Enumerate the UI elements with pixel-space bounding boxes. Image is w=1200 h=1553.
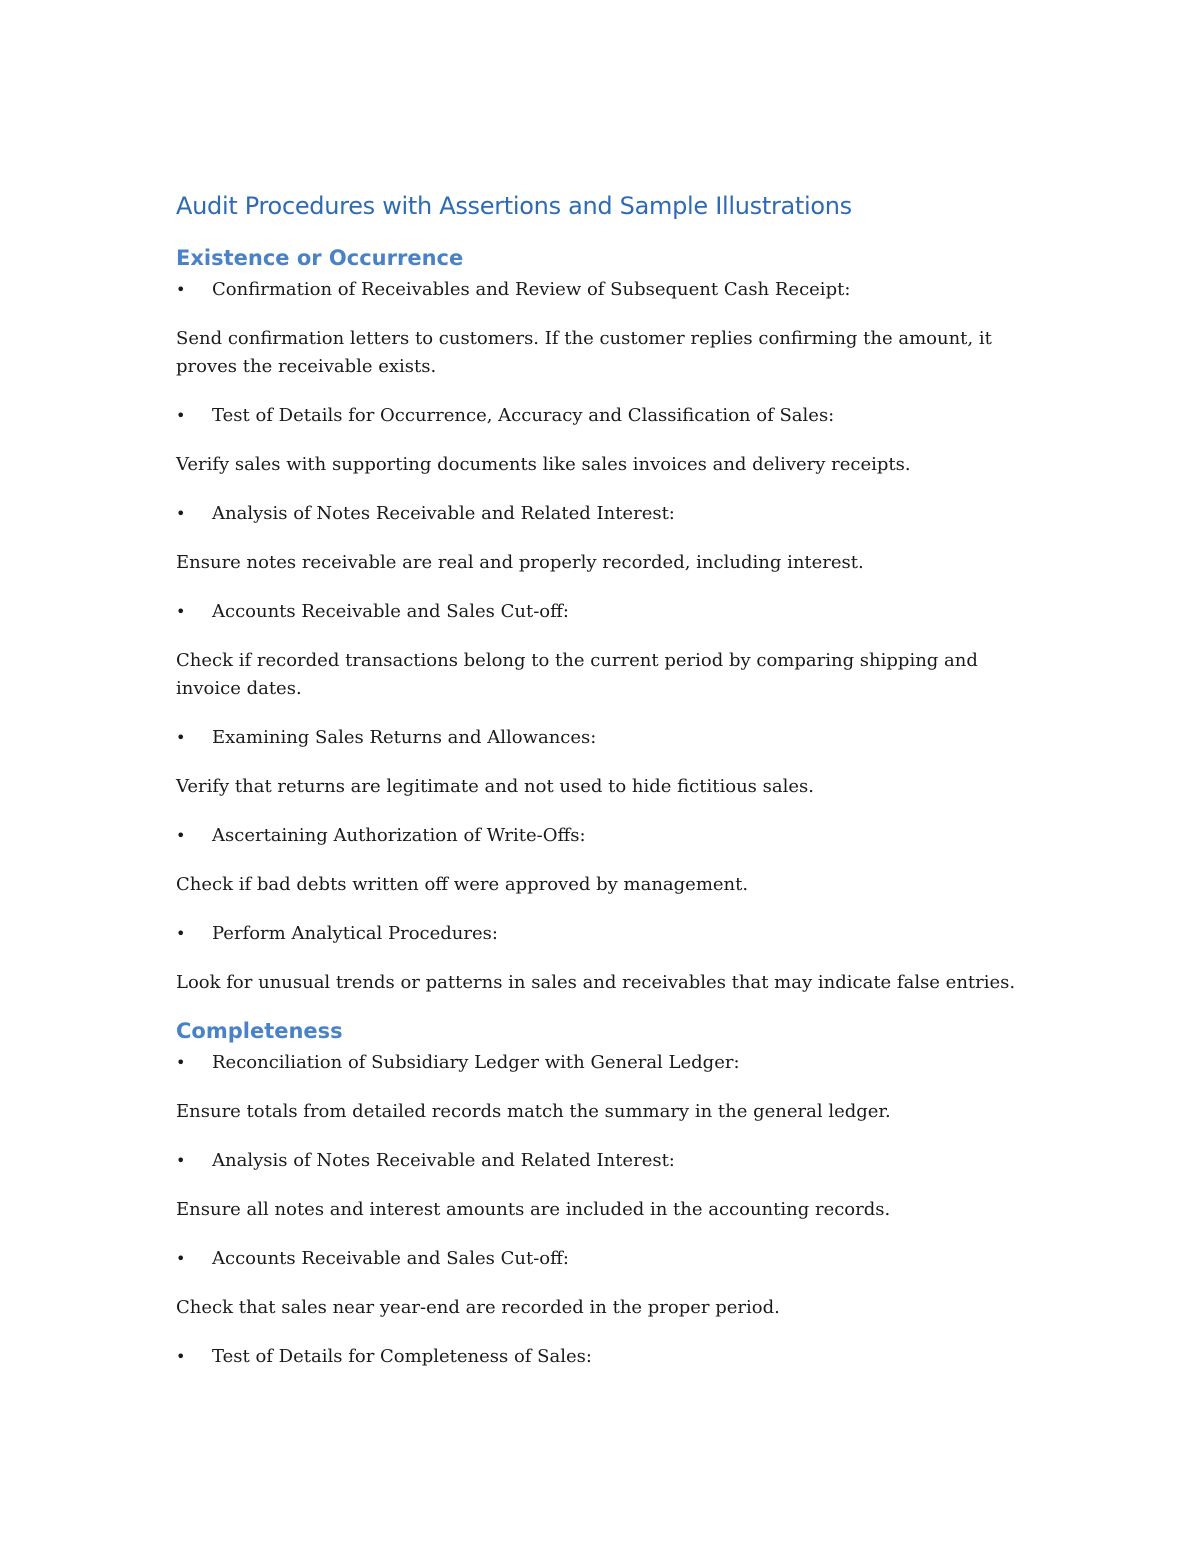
list-item [176, 276, 1036, 304]
list-item-title: Analysis of Notes Receivable and Related Interest: [212, 1150, 675, 1171]
bullet-icon: • [176, 280, 186, 299]
paragraph: Verify sales with supporting documents like sales invoices and delivery receipts. [176, 454, 911, 475]
bullet-icon: • [176, 728, 186, 747]
list-item-title: Reconciliation of Subsidiary Ledger with General Ledger: [212, 1052, 740, 1073]
list-item [176, 1049, 1036, 1077]
paragraph: Ensure notes receivable are real and properly recorded, including interest. [176, 552, 864, 573]
bullet-icon: • [176, 1151, 186, 1170]
bullet-icon: • [176, 602, 186, 621]
list-item [176, 920, 1036, 948]
bullet-icon: • [176, 924, 186, 943]
bullet-icon: • [176, 1053, 186, 1072]
paragraph: Look for unusual trends or patterns in sales and receivables that may indicate false entries. [176, 972, 1016, 993]
list-item-title: Accounts Receivable and Sales Cut-off: [212, 1248, 569, 1269]
list-item-title: Test of Details for Completeness of Sales: [212, 1346, 592, 1367]
paragraph: Check if bad debts written off were approved by management. [176, 874, 749, 895]
document-page [176, 188, 1036, 1371]
list-item-title: Perform Analytical Procedures: [212, 923, 498, 944]
list-item [176, 402, 1036, 430]
list-item-title: Analysis of Notes Receivable and Related Interest: [212, 503, 675, 524]
bullet-icon: • [176, 504, 186, 523]
bullet-icon: • [176, 406, 186, 425]
list-item-title: Accounts Receivable and Sales Cut-off: [212, 601, 569, 622]
list-item [176, 1343, 1036, 1371]
section-heading-existence: Existence or Occurrence [176, 246, 464, 270]
paragraph: Check that sales near year-end are recorded in the proper period. [176, 1297, 780, 1318]
list-item-title: Test of Details for Occurrence, Accuracy and Classification of Sales: [212, 405, 835, 426]
paragraph: Ensure totals from detailed records match the summary in the general ledger. [176, 1101, 891, 1122]
list-item [176, 1245, 1036, 1273]
list-item-title: Examining Sales Returns and Allowances: [212, 727, 597, 748]
list-item [176, 822, 1036, 850]
list-item-title: Confirmation of Receivables and Review of Subsequent Cash Receipt: [212, 279, 851, 300]
paragraph: Verify that returns are legitimate and not used to hide fictitious sales. [176, 776, 814, 797]
list-item-title: Ascertaining Authorization of Write-Offs: [212, 825, 586, 846]
list-item [176, 724, 1036, 752]
list-item [176, 598, 1036, 626]
list-item [176, 500, 1036, 528]
document-title: Audit Procedures with Assertions and Sample Illustrations [176, 192, 852, 220]
paragraph: Send confirmation letters to customers. If the customer replies confirming the amount, it proves the receivable exists. [176, 328, 992, 377]
paragraph: Ensure all notes and interest amounts are included in the accounting records. [176, 1199, 891, 1220]
paragraph: Check if recorded transactions belong to the current period by comparing shipping and invoice dates. [176, 650, 978, 699]
bullet-icon: • [176, 1249, 186, 1268]
section-heading-completeness: Completeness [176, 1019, 343, 1043]
bullet-icon: • [176, 1347, 186, 1366]
list-item [176, 1147, 1036, 1175]
bullet-icon: • [176, 826, 186, 845]
